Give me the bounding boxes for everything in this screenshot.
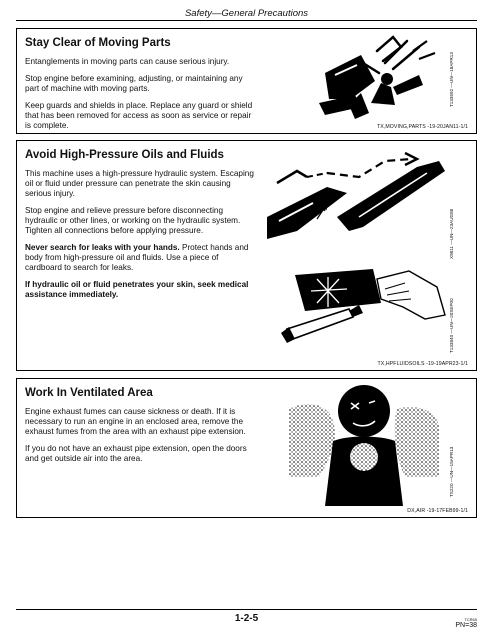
paragraph: Stop engine and relieve pressure before disconnecting hydraulic or other lines, or working on the hydraulic system. Tighten all connections before applying pressure. (25, 206, 241, 235)
page-header-title: Safety—General Precautions (184, 8, 309, 19)
paragraph: This machine uses a high-pressure hydraulic system. Escaping oil or fluid under pressure can penetrate the skin causing serious injury. (25, 169, 254, 198)
section-title: Avoid High-Pressure Oils and Fluids (25, 149, 224, 161)
section-ref: TX,HPFLUIDSOILS -19-19APR23-1/1 (377, 361, 468, 367)
cardboard-leak-check-illustration (277, 267, 457, 347)
moving-parts-illustration (315, 33, 445, 123)
warning-paragraph (25, 280, 257, 300)
section-ref: DX,AIR -19-17FEB99-1/1 (407, 508, 468, 514)
image-code: X9811 —UN—23AUG88 (449, 208, 454, 259)
pn-number: PN=38 (455, 622, 477, 629)
image-code: T133592 —UN—18APR13 (449, 52, 454, 107)
footer-divider (16, 609, 477, 610)
section-high-pressure-fluids (16, 140, 477, 371)
hydraulic-line-illustration (267, 147, 457, 257)
section-title: Work In Ventilated Area (25, 387, 153, 399)
bold-lead: Never search for leaks with your hands. (25, 243, 180, 252)
section-moving-parts (16, 28, 477, 134)
section-ventilated-area (16, 378, 477, 518)
image-code: TS220 —UN—15APR13 (449, 446, 454, 497)
image-code: T133840 —UN—20SEP00 (449, 298, 454, 353)
paragraph: Stop engine before examining, adjusting, or maintaining any part of machine with moving parts. (25, 74, 243, 93)
exhaust-fumes-illustration (289, 381, 439, 506)
page-header (16, 0, 477, 21)
page-number: 1-2-5 (234, 613, 259, 624)
section-title: Stay Clear of Moving Parts (25, 37, 171, 49)
paragraph: Entanglements in moving parts can cause serious injury. (25, 57, 230, 66)
section-ref: TX,MOVING,PARTS -19-20JAN11-1/1 (376, 124, 468, 130)
paragraph: Engine exhaust fumes can cause sickness or death. If it is necessary to run an engine in an enclosed area, remove the exhaust fumes from the area with an exhaust pipe extension. (25, 407, 246, 436)
paragraph (25, 243, 257, 273)
footer-small-code: TCR69 (464, 617, 477, 622)
section-text (25, 29, 257, 138)
section-text (25, 379, 257, 471)
paragraph: If you do not have an exhaust pipe extension, open the doors and get outside air into the area. (25, 444, 247, 463)
paragraph: Keep guards and shields in place. Replace any guard or shield that has been removed for access as soon as service or repair is complete. (25, 101, 253, 130)
footer-pn (455, 617, 477, 629)
warning-text: If hydraulic oil or fluid penetrates your skin, seek medical assistance immediately. (25, 280, 249, 299)
bold-lead-rest: Protect hands and body from high-pressure oil and fluids. Use a piece of cardboard to search for leaks. (25, 243, 249, 272)
section-text (25, 141, 257, 307)
